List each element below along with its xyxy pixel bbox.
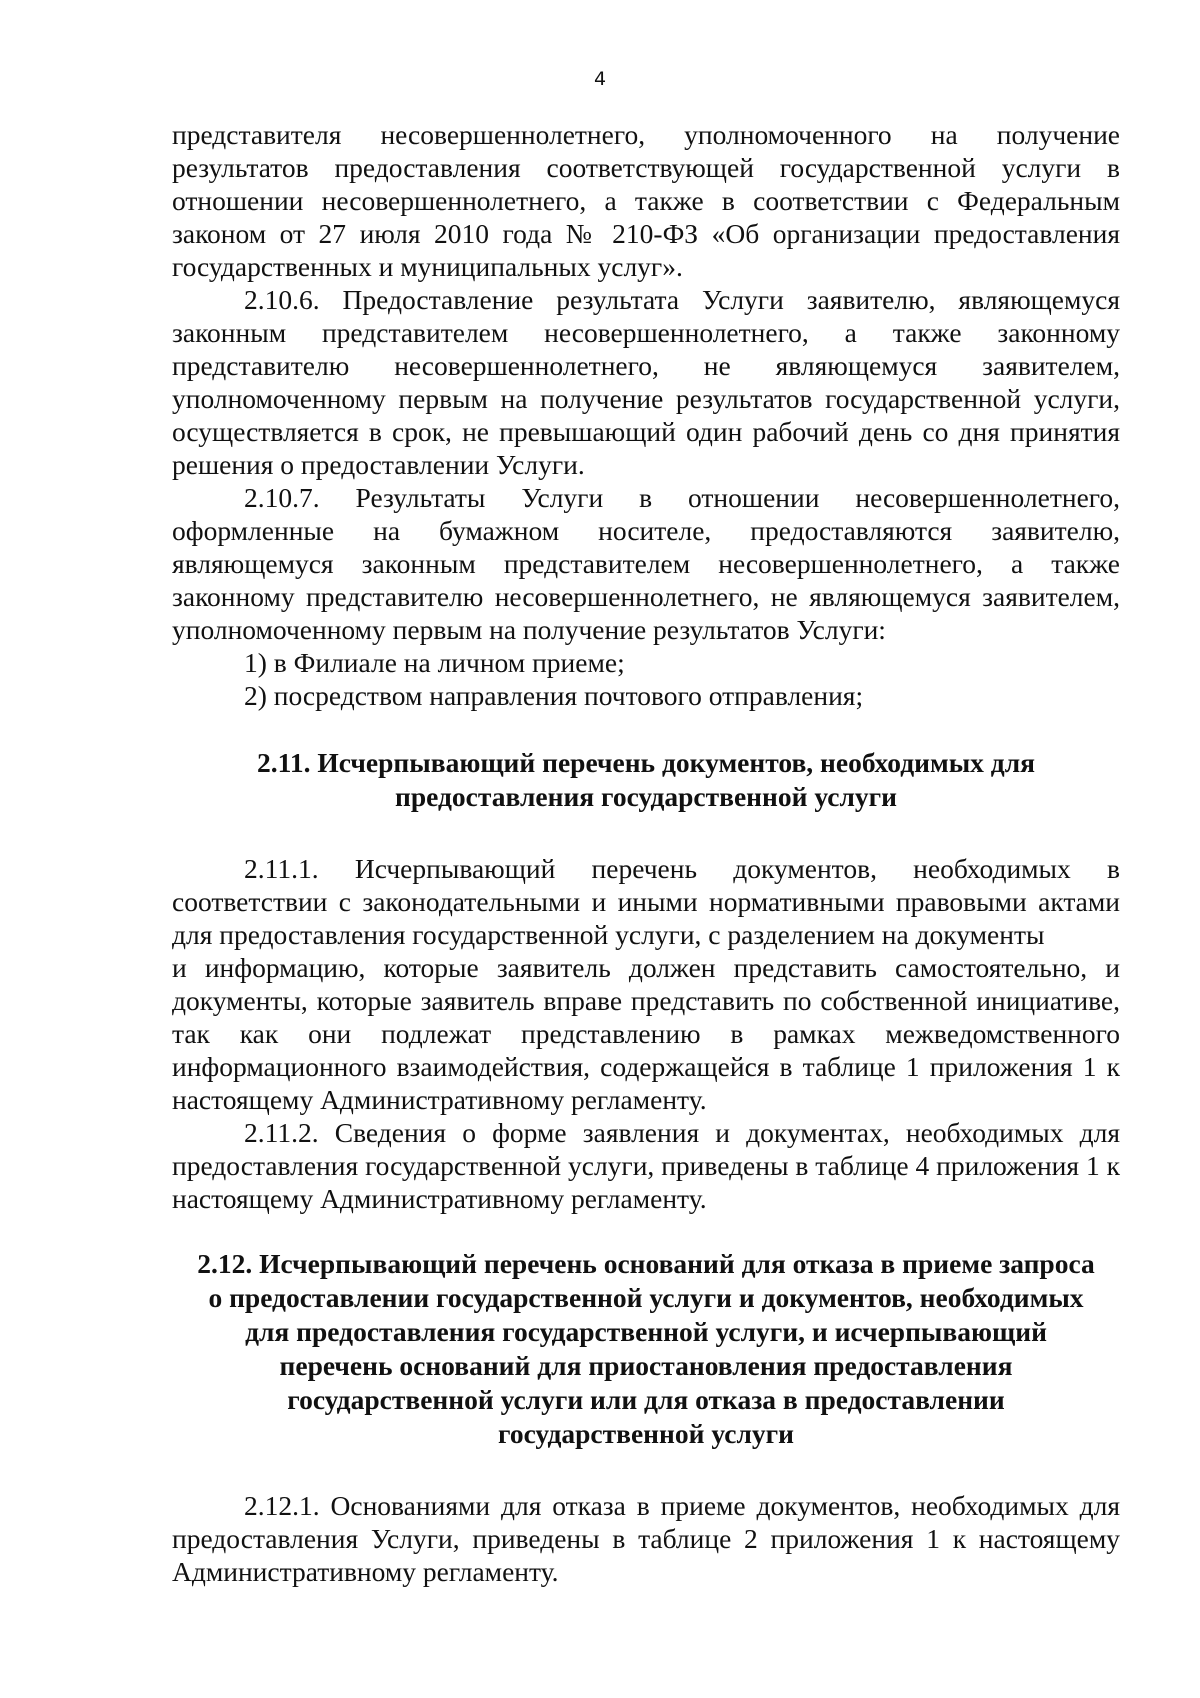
heading-line: о предоставлении государственной услуги и документов, необходимых bbox=[208, 1282, 1084, 1313]
document-body bbox=[172, 118, 1120, 1588]
heading-line: 2.11. Исчерпывающий перечень документов, необходимых для bbox=[256, 747, 1036, 778]
paragraph-2-10-6: 2.10.6. Предоставление результата Услуги заявителю, являющемуся законным представителем несовершеннолетнего, а также законному представителю несовершеннолетнего, не являющемуся заявителем, уполномоченному первым на получение результатов государственной услуги, осуществляется в срок, не превышающий один рабочий день со дня принятия решения о предоставлении Услуги. bbox=[172, 284, 1120, 480]
heading-line: государственной услуги или для отказа в предоставлении bbox=[287, 1384, 1005, 1415]
list-item-2: 2) посредством направления почтового отправления; bbox=[244, 680, 864, 711]
heading-line: перечень оснований для приостановления предоставления bbox=[279, 1350, 1013, 1381]
page-number: 4 bbox=[593, 68, 607, 90]
list-item-1: 1) в Филиале на личном приеме; bbox=[244, 647, 625, 678]
paragraph-intro-continuation: представителя несовершеннолетнего, уполномоченного на получение результатов предоставления соответствующей государственной услуги в отношении несовершеннолетнего, а также в соответствии с Федеральным законом от 27 июля 2010 года № 210-ФЗ «Об организации предоставления государственных и муниципальных услуг». bbox=[172, 119, 1120, 282]
heading-line: 2.12. Исчерпывающий перечень оснований для отказа в приеме запроса bbox=[197, 1248, 1095, 1279]
heading-line: предоставления государственной услуги bbox=[395, 781, 897, 812]
paragraph-2-11-1-part-a: 2.11.1. Исчерпывающий перечень документов, необходимых в соответствии с законодательными и иными нормативными правовыми актами для предоставления государственной услуги, с разделением на документы bbox=[172, 853, 1120, 950]
heading-line: для предоставления государственной услуги, и исчерпывающий bbox=[245, 1316, 1047, 1347]
paragraph-2-11-1-part-b: и информацию, которые заявитель должен представить самостоятельно, и документы, которые заявитель вправе представить по собственной инициативе, так как они подлежат представлению в рамках межведомственного информационного взаимодействия, содержащейся в таблице 1 приложения 1 к настоящему Административному регламенту. bbox=[172, 952, 1120, 1115]
section-heading-2-11 bbox=[172, 746, 1120, 814]
section-heading-2-12 bbox=[172, 1247, 1120, 1451]
paragraph-2-10-7: 2.10.7. Результаты Услуги в отношении несовершеннолетнего, оформленные на бумажном носителе, предоставляются заявителю, являющемуся законным представителем несовершеннолетнего, а также законному представителю несовершеннолетнего, не являющемуся заявителем, уполномоченному первым на получение результатов Услуги: bbox=[172, 482, 1120, 645]
paragraph-2-11-2: 2.11.2. Сведения о форме заявления и документах, необходимых для предоставления государственной услуги, приведены в таблице 4 приложения 1 к настоящему Административному регламенту. bbox=[172, 1117, 1120, 1214]
heading-line: государственной услуги bbox=[498, 1418, 794, 1449]
paragraph-2-12-1: 2.12.1. Основаниями для отказа в приеме документов, необходимых для предоставления Услуги, приведены в таблице 2 приложения 1 к настоящему Административному регламенту. bbox=[172, 1490, 1120, 1587]
